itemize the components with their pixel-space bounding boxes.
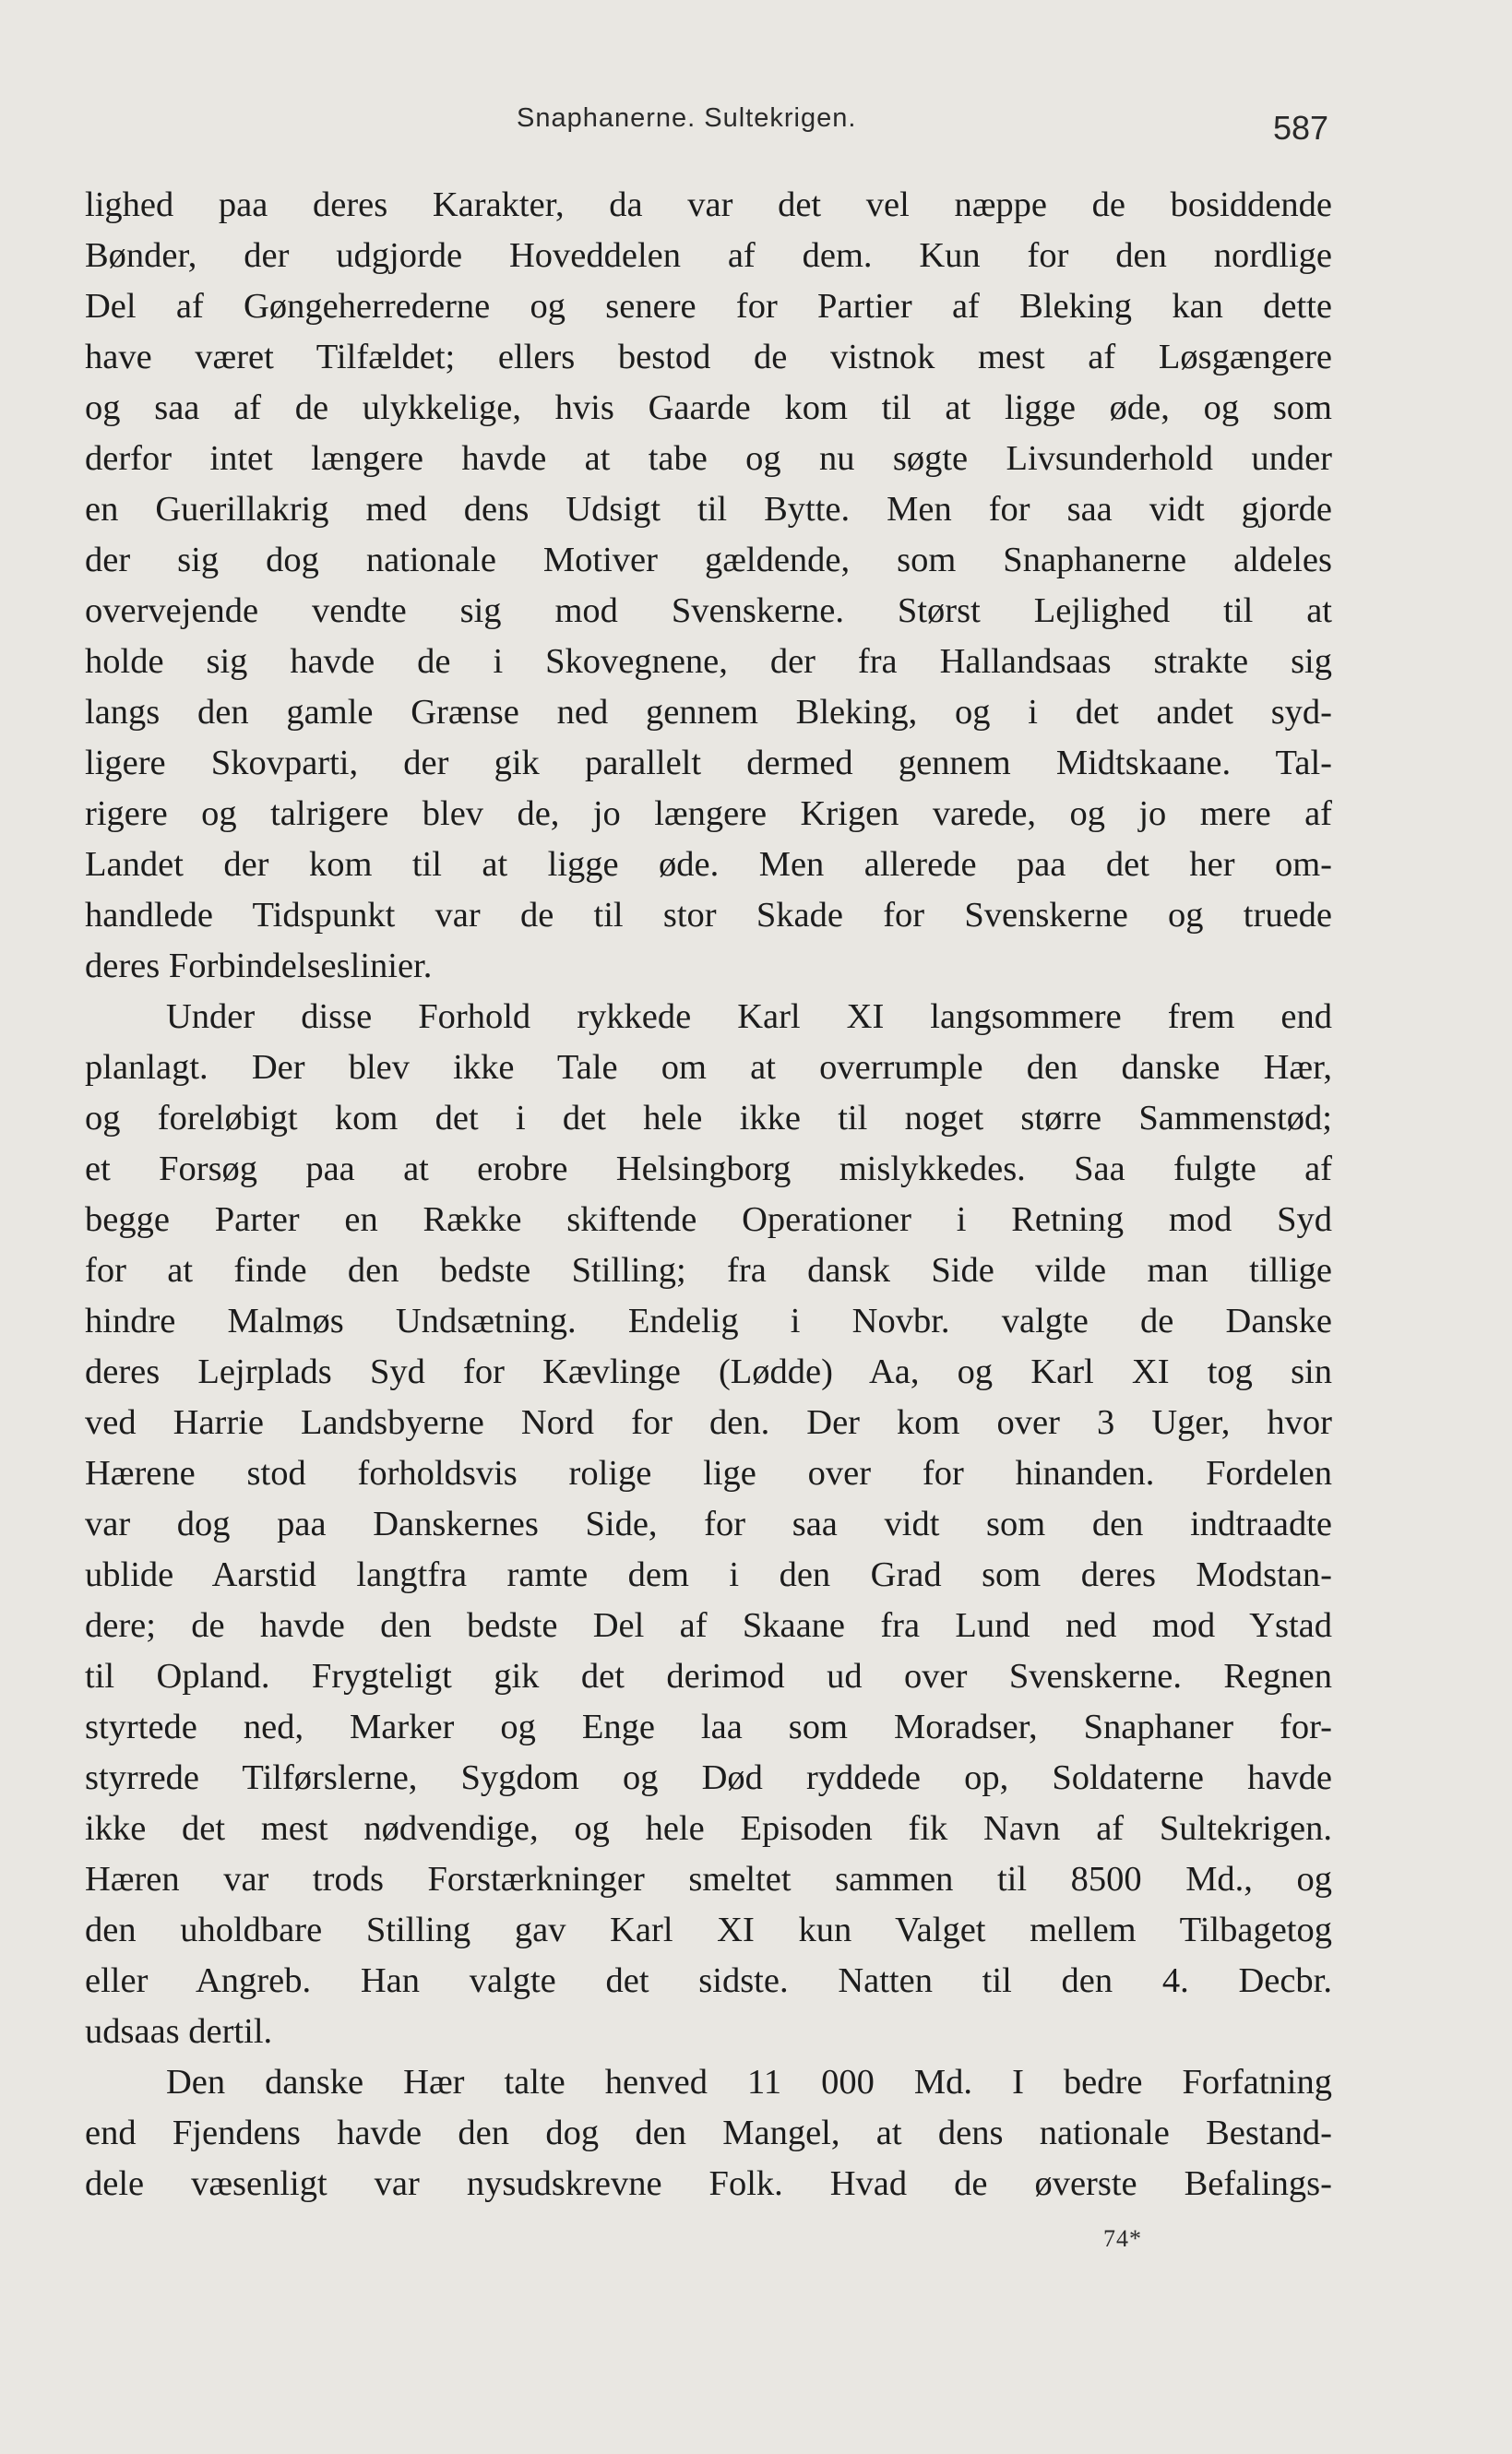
text-line: deres Lejrplads Syd for Kævlinge (Lødde) Aa, og Karl XI tog sin — [85, 1352, 1332, 1391]
text-line: dele væsenligt var nysudskrevne Folk. Hvad de øverste Befalings- — [85, 2164, 1332, 2203]
signature-mark: 74* — [1103, 2225, 1142, 2252]
text-line: langs den gamle Grænse ned gennem Bleking, og i det andet syd- — [85, 693, 1332, 732]
text-line: Landet der kom til at ligge øde. Men allerede paa det her om- — [85, 845, 1332, 884]
text-line: Hærene stod forholdsvis rolige lige over for hinanden. Fordelen — [85, 1454, 1332, 1493]
text-line: holde sig havde de i Skovegnene, der fra Hallandsaas strakte sig — [85, 642, 1332, 681]
text-line: lighed paa deres Karakter, da var det vel næppe de bosiddende — [85, 185, 1332, 224]
text-line: en Guerillakrig med dens Udsigt til Bytte. Men for saa vidt gjorde — [85, 490, 1332, 529]
text-line: styrrede Tilførslerne, Sygdom og Død ryddede op, Soldaterne havde — [85, 1758, 1332, 1797]
text-line: et Forsøg paa at erobre Helsingborg mislykkedes. Saa fulgte af — [85, 1150, 1332, 1188]
text-line: Under disse Forhold rykkede Karl XI langsommere frem end — [166, 997, 1332, 1036]
text-line: den uholdbare Stilling gav Karl XI kun Valget mellem Tilbagetog — [85, 1911, 1332, 1949]
text-line: eller Angreb. Han valgte det sidste. Natten til den 4. Decbr. — [85, 1961, 1332, 2000]
text-line: rigere og talrigere blev de, jo længere Krigen varede, og jo mere af — [85, 794, 1332, 833]
text-line: deres Forbindelseslinier. — [85, 947, 433, 985]
text-line: derfor intet længere havde at tabe og nu søgte Livsunderhold under — [85, 439, 1332, 478]
text-line: og saa af de ulykkelige, hvis Gaarde kom til at ligge øde, og som — [85, 388, 1332, 427]
text-line: planlagt. Der blev ikke Tale om at overrumple den danske Hær, — [85, 1048, 1332, 1087]
text-line: udsaas dertil. — [85, 2012, 273, 2051]
text-line: begge Parter en Række skiftende Operationer i Retning mod Syd — [85, 1200, 1332, 1239]
text-line: ublide Aarstid langtfra ramte dem i den Grad som deres Modstan- — [85, 1555, 1332, 1594]
text-line: Del af Gøngeherrederne og senere for Partier af Bleking kan dette — [85, 287, 1332, 326]
text-line: Bønder, der udgjorde Hoveddelen af dem. Kun for den nordlige — [85, 236, 1332, 275]
running-title: Snaphanerne. Sultekrigen. — [517, 103, 857, 133]
text-line: der sig dog nationale Motiver gældende, som Snaphanerne aldeles — [85, 541, 1332, 579]
text-line: til Opland. Frygteligt gik det derimod ud over Svenskerne. Regnen — [85, 1657, 1332, 1696]
text-line: Hæren var trods Forstærkninger smeltet sammen til 8500 Md., og — [85, 1860, 1332, 1899]
text-line: for at finde den bedste Stilling; fra dansk Side vilde man tillige — [85, 1251, 1332, 1290]
text-line: ikke det mest nødvendige, og hele Episoden fik Navn af Sultekrigen. — [85, 1809, 1332, 1848]
text-line: end Fjendens havde den dog den Mangel, at dens nationale Bestand- — [85, 2114, 1332, 2152]
text-line: dere; de havde den bedste Del af Skaane fra Lund ned mod Ystad — [85, 1606, 1332, 1645]
text-line: var dog paa Danskernes Side, for saa vidt som den indtraadte — [85, 1505, 1332, 1543]
text-line: ligere Skovparti, der gik parallelt dermed gennem Midtskaane. Tal- — [85, 744, 1332, 782]
text-line: Den danske Hær talte henved 11 000 Md. I bedre Forfatning — [166, 2063, 1332, 2102]
text-line: styrtede ned, Marker og Enge laa som Moradser, Snaphaner for- — [85, 1708, 1332, 1746]
text-line: have været Tilfældet; ellers bestod de vistnok mest af Løsgængere — [85, 338, 1332, 376]
body-text — [85, 180, 1332, 2210]
text-line: og foreløbigt kom det i det hele ikke til noget større Sammenstød; — [85, 1099, 1332, 1138]
text-line: handlede Tidspunkt var de til stor Skade for Svenskerne og truede — [85, 896, 1332, 935]
text-line: hindre Malmøs Undsætning. Endelig i Novbr. valgte de Danske — [85, 1302, 1332, 1340]
text-line: overvejende vendte sig mod Svenskerne. Størst Lejlighed til at — [85, 591, 1332, 630]
page-number: 587 — [1273, 109, 1329, 147]
text-line: ved Harrie Landsbyerne Nord for den. Der kom over 3 Uger, hvor — [85, 1403, 1332, 1442]
